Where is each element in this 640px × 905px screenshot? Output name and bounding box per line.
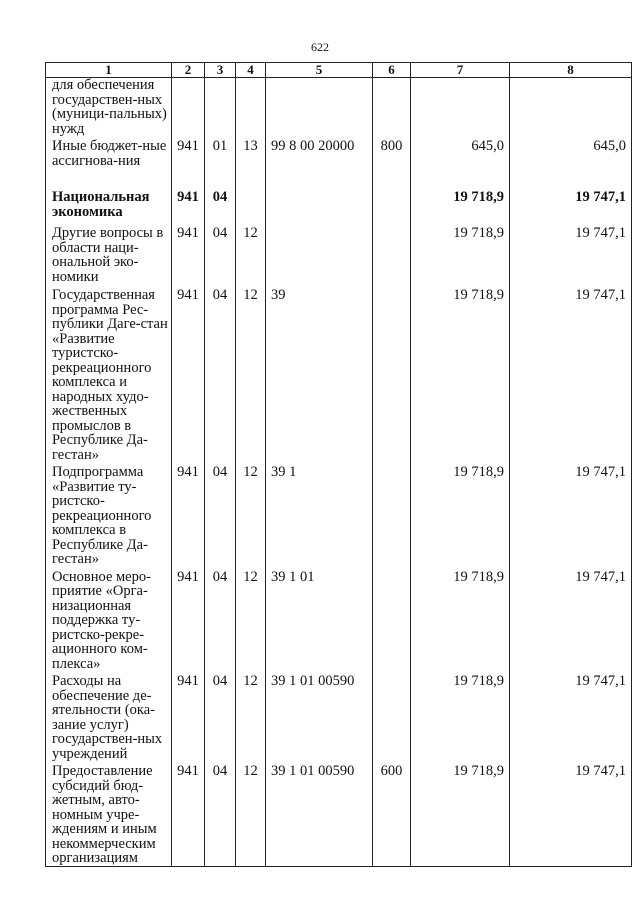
header-row — [46, 63, 632, 78]
section-code: 04 — [205, 567, 236, 672]
amount-year-1: 645,0 — [411, 136, 510, 187]
line-item-name: Подпрограмма «Развитие ту-ристско-рекреационного комплекса в Республике Да-гестан» — [46, 462, 172, 567]
line-item-name: Расходы на обеспечение де-ятельности (ока-зание услуг) государствен-ных учреждений — [46, 671, 172, 761]
column-header-7: 7 — [411, 63, 510, 78]
column-header-3: 3 — [205, 63, 236, 78]
section-code: 04 — [205, 223, 236, 285]
ministry-code — [172, 78, 205, 137]
amount-year-2: 19 747,1 — [510, 761, 632, 866]
table-row — [46, 285, 632, 462]
column-header-6: 6 — [373, 63, 411, 78]
section-code: 04 — [205, 187, 236, 223]
table-row — [46, 761, 632, 866]
target-article-code — [266, 78, 373, 137]
amount-year-1 — [411, 78, 510, 137]
subsection-code: 12 — [236, 285, 266, 462]
ministry-code: 941 — [172, 671, 205, 761]
ministry-code: 941 — [172, 187, 205, 223]
amount-year-2: 19 747,1 — [510, 671, 632, 761]
column-header-5: 5 — [266, 63, 373, 78]
table-row — [46, 78, 632, 137]
subsection-code: 12 — [236, 567, 266, 672]
amount-year-2: 19 747,1 — [510, 567, 632, 672]
section-code: 04 — [205, 671, 236, 761]
line-item-name: Иные бюджет-ные ассигнова-ния — [46, 136, 172, 187]
column-header-8: 8 — [510, 63, 632, 78]
table-row — [46, 223, 632, 285]
amount-year-1: 19 718,9 — [411, 285, 510, 462]
table-row — [46, 187, 632, 223]
amount-year-2: 19 747,1 — [510, 285, 632, 462]
line-item-name: Основное меро-приятие «Орга-низационная поддержка ту-ристско-рекре-ационного ком-плекса» — [46, 567, 172, 672]
section-code: 01 — [205, 136, 236, 187]
amount-year-2: 645,0 — [510, 136, 632, 187]
column-header-2: 2 — [172, 63, 205, 78]
section-code — [205, 78, 236, 137]
line-item-name: Другие вопросы в области наци-ональной эко-номики — [46, 223, 172, 285]
target-article-code: 99 8 00 20000 — [266, 136, 373, 187]
target-article-code: 39 1 — [266, 462, 373, 567]
expense-type-code — [373, 223, 411, 285]
target-article-code: 39 — [266, 285, 373, 462]
table-row — [46, 671, 632, 761]
amount-year-2 — [510, 78, 632, 137]
subsection-code: 12 — [236, 671, 266, 761]
column-header-1: 1 — [46, 63, 172, 78]
ministry-code: 941 — [172, 462, 205, 567]
section-code: 04 — [205, 285, 236, 462]
expense-type-code — [373, 285, 411, 462]
target-article-code — [266, 223, 373, 285]
table-row — [46, 462, 632, 567]
line-item-name: для обеспечения государствен-ных (муници-пальных) нужд — [46, 78, 172, 137]
table-row — [46, 136, 632, 187]
ministry-code: 941 — [172, 223, 205, 285]
amount-year-1: 19 718,9 — [411, 223, 510, 285]
expense-type-code: 800 — [373, 136, 411, 187]
column-header-4: 4 — [236, 63, 266, 78]
subsection-code: 12 — [236, 761, 266, 866]
line-item-name: Государственная программа Рес-публики Даге-стан «Развитие туристско-рекреационного комплекса и народных худо-жественных промыслов в Республике Да-гестан» — [46, 285, 172, 462]
expense-type-code: 600 — [373, 761, 411, 866]
section-code: 04 — [205, 761, 236, 866]
section-code: 04 — [205, 462, 236, 567]
line-item-name: Национальная экономика — [46, 187, 172, 223]
expense-type-code — [373, 567, 411, 672]
subsection-code — [236, 187, 266, 223]
target-article-code: 39 1 01 00590 — [266, 761, 373, 866]
line-item-name: Предоставление субсидий бюд-жетным, авто-номным учре-ждениям и иным некоммерческим организациям — [46, 761, 172, 866]
amount-year-1: 19 718,9 — [411, 671, 510, 761]
target-article-code: 39 1 01 — [266, 567, 373, 672]
ministry-code: 941 — [172, 136, 205, 187]
ministry-code: 941 — [172, 761, 205, 866]
ministry-code: 941 — [172, 285, 205, 462]
amount-year-2: 19 747,1 — [510, 223, 632, 285]
table-row — [46, 567, 632, 672]
amount-year-1: 19 718,9 — [411, 462, 510, 567]
subsection-code: 12 — [236, 462, 266, 567]
amount-year-1: 19 718,9 — [411, 187, 510, 223]
expense-type-code — [373, 671, 411, 761]
table-body — [46, 78, 632, 867]
expense-type-code — [373, 187, 411, 223]
expense-type-code — [373, 78, 411, 137]
amount-year-1: 19 718,9 — [411, 567, 510, 672]
ministry-code: 941 — [172, 567, 205, 672]
amount-year-2: 19 747,1 — [510, 187, 632, 223]
page-number: 622 — [311, 40, 329, 54]
subsection-code: 12 — [236, 223, 266, 285]
target-article-code: 39 1 01 00590 — [266, 671, 373, 761]
expense-type-code — [373, 462, 411, 567]
amount-year-2: 19 747,1 — [510, 462, 632, 567]
subsection-code: 13 — [236, 136, 266, 187]
target-article-code — [266, 187, 373, 223]
subsection-code — [236, 78, 266, 137]
amount-year-1: 19 718,9 — [411, 761, 510, 866]
budget-table — [45, 62, 632, 867]
